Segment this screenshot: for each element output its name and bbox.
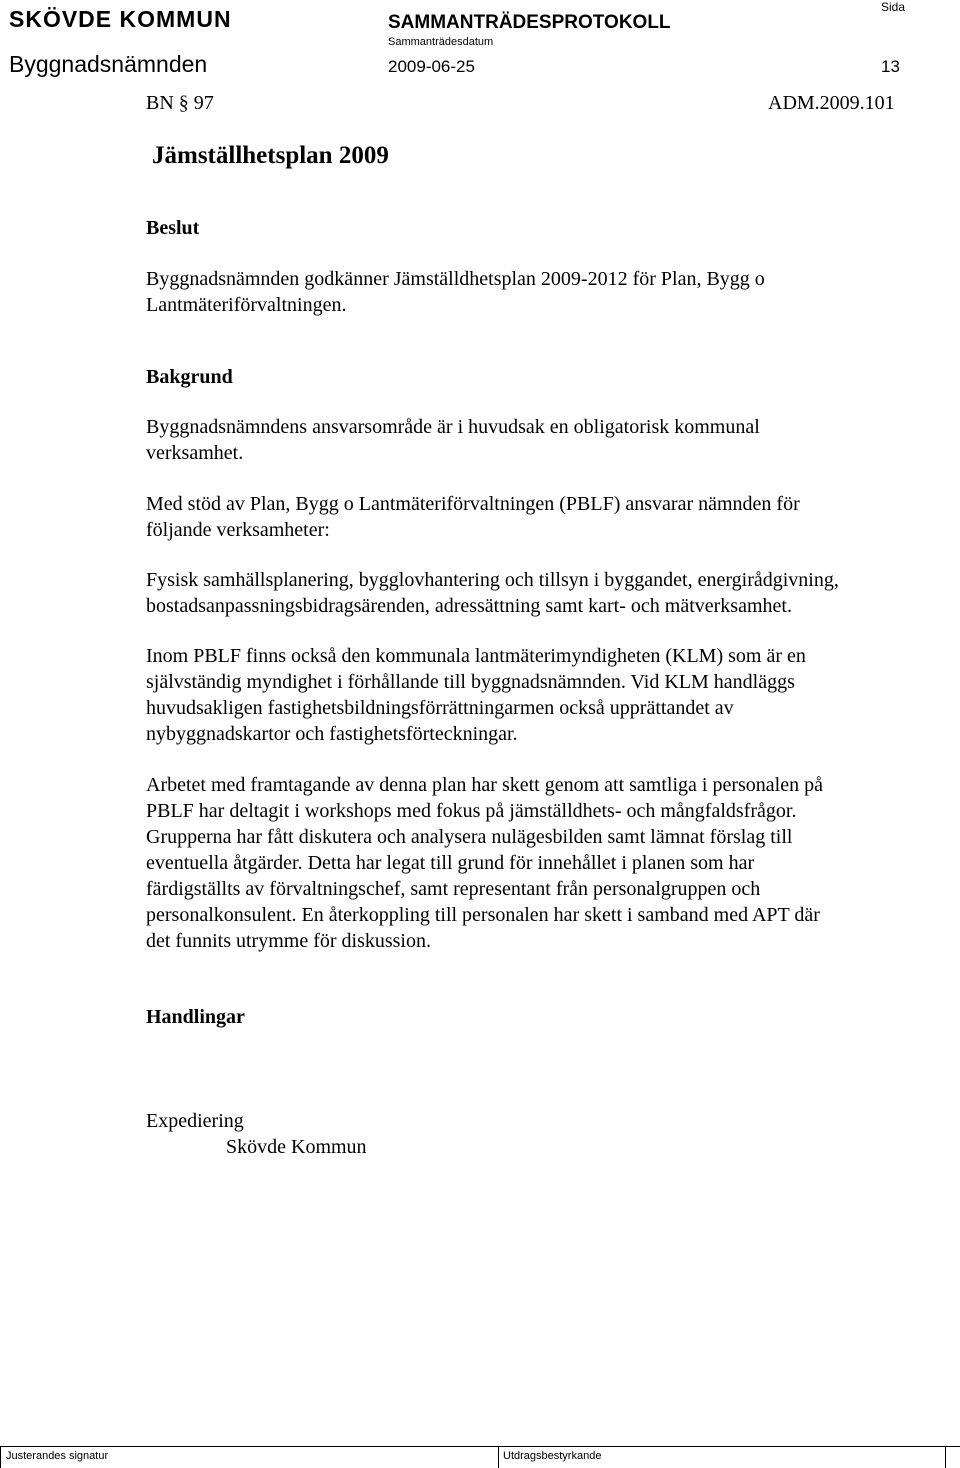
page-number: 13 xyxy=(881,57,900,76)
text-line: färdigställts av förvaltningschef, samt representant från personalgruppen och xyxy=(146,878,761,900)
text-line: bostadsanpassningsbidragsärenden, adressättning samt kart- och mätverksamhet. xyxy=(146,595,792,617)
board-name: Byggnadsnämnden xyxy=(9,51,208,77)
footer-divider xyxy=(498,1446,499,1468)
work-paragraph xyxy=(146,772,946,954)
meeting-date: 2009-06-25 xyxy=(388,57,475,76)
text-line: följande verksamheter: xyxy=(146,519,330,541)
footer-rule xyxy=(0,1446,960,1447)
text-line: det funnits utrymme för diskussion. xyxy=(146,930,431,952)
expediering-label: Expediering xyxy=(146,1110,244,1132)
bakgrund-paragraph xyxy=(146,414,946,466)
text-line: huvudsakligen fastighetsbildningsförrättningarmen också upprättandet av xyxy=(146,697,734,719)
text-line: nybyggnadskartor och fastighetsförteckningar. xyxy=(146,723,518,745)
text-line: Grupperna har fått diskutera och analysera nulägesbilden samt lämnat förslag till xyxy=(146,826,793,848)
text-line: personalkonsulent. En återkoppling till personalen har skett i samband med APT där xyxy=(146,904,820,926)
beslut-paragraph xyxy=(146,266,946,318)
text-line: Inom PBLF finns också den kommunala lantmäterimyndigheten (KLM) som är en xyxy=(146,645,806,667)
case-reference: ADM.2009.101 xyxy=(768,92,895,114)
footer-divider xyxy=(945,1446,946,1468)
utdragsbestyrkande-label: Utdragsbestyrkande xyxy=(503,1450,602,1462)
text-line: självständig myndighet i förhållande till byggnadsnämnden. Vid KLM handläggs xyxy=(146,671,795,693)
footer-divider xyxy=(0,1446,1,1468)
text-line: PBLF har deltagit i workshops med fokus på jämställdhets- och mångfaldsfrågor. xyxy=(146,800,797,822)
text-line: Med stöd av Plan, Bygg o Lantmäteriförvaltningen (PBLF) ansvarar nämnden för xyxy=(146,493,800,515)
text-line: Byggnadsnämnden godkänner Jämställdhetsplan 2009-2012 för Plan, Bygg o xyxy=(146,268,765,290)
text-line: verksamhet. xyxy=(146,442,244,464)
page-label: Sida xyxy=(881,0,906,14)
paragraph-reference: BN § 97 xyxy=(146,92,214,114)
pblf-paragraph xyxy=(146,491,946,543)
beslut-heading: Beslut xyxy=(146,217,200,239)
text-line: Fysisk samhällsplanering, bygglovhantering och tillsyn i byggandet, energirådgivning, xyxy=(146,569,839,591)
logo: SKÖVDE KOMMUN xyxy=(9,6,232,32)
activities-paragraph xyxy=(146,567,946,619)
justerandes-signatur-label: Justerandes signatur xyxy=(6,1450,109,1462)
protocol-title: SAMMANTRÄDESPROTOKOLL xyxy=(388,12,671,33)
handlingar-heading: Handlingar xyxy=(146,1006,245,1028)
case-title: Jämställhetsplan 2009 xyxy=(152,142,389,169)
expediering-recipient: Skövde Kommun xyxy=(226,1136,367,1158)
text-line: eventuella åtgärder. Detta har legat till grund för innehållet i planen som har xyxy=(146,852,755,874)
date-label: Sammanträdesdatum xyxy=(388,36,494,48)
text-line: Arbetet med framtagande av denna plan har skett genom att samtliga i personalen på xyxy=(146,774,823,796)
bakgrund-heading: Bakgrund xyxy=(146,366,233,388)
klm-paragraph xyxy=(146,643,946,747)
text-line: Lantmäteriförvaltningen. xyxy=(146,294,347,316)
text-line: Byggnadsnämndens ansvarsområde är i huvudsak en obligatorisk kommunal xyxy=(146,416,760,438)
